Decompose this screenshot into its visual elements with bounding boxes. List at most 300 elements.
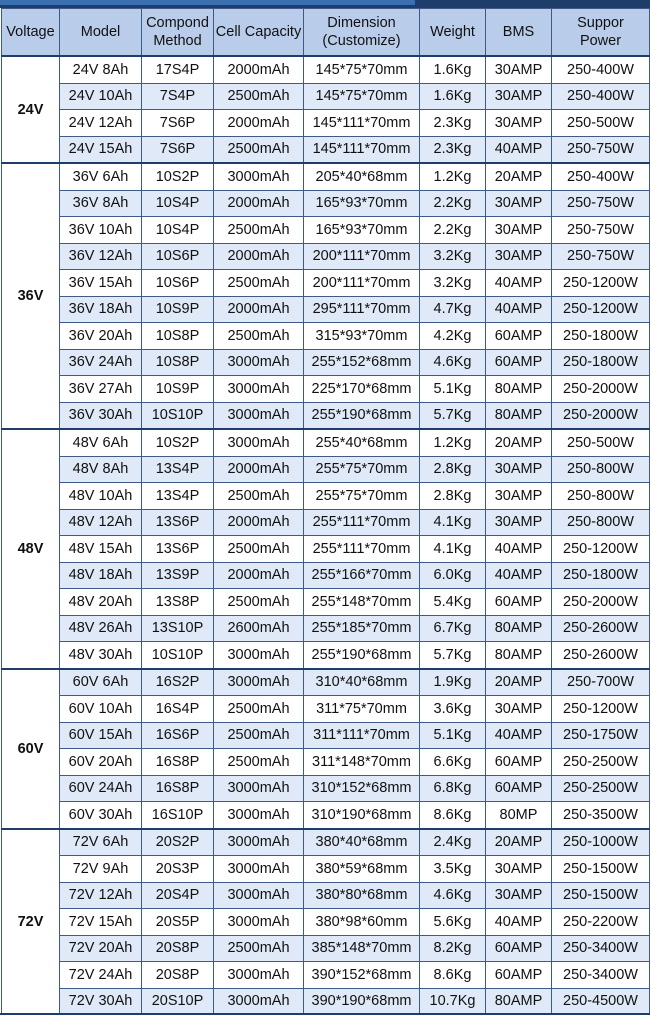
dimension-cell: 380*98*60mm <box>304 909 420 936</box>
dimension-cell: 380*80*68mm <box>304 882 420 909</box>
bms-cell: 80AMP <box>486 615 552 642</box>
model-cell: 60V 15Ah <box>60 722 142 749</box>
compound-method-cell: 16S8P <box>142 749 214 776</box>
top-banner-tab <box>0 0 415 5</box>
table-row <box>2 270 650 297</box>
support-power-cell: 250-4500W <box>552 988 650 1015</box>
cell-capacity-cell: 2000mAh <box>214 110 304 137</box>
dimension-cell: 295*111*70mm <box>304 296 420 323</box>
dimension-cell: 380*59*68mm <box>304 856 420 883</box>
bms-cell: 20AMP <box>486 429 552 456</box>
dimension-cell: 310*190*68mm <box>304 802 420 829</box>
dimension-cell: 145*111*70mm <box>304 136 420 163</box>
compound-method-cell: 7S6P <box>142 110 214 137</box>
table-row <box>2 909 650 936</box>
compound-method-cell: 20S10P <box>142 988 214 1015</box>
cell-capacity-cell: 2000mAh <box>214 243 304 270</box>
dimension-cell: 255*190*68mm <box>304 642 420 669</box>
cell-capacity-cell: 3000mAh <box>214 909 304 936</box>
cell-capacity-cell: 2500mAh <box>214 749 304 776</box>
bms-cell: 30AMP <box>486 243 552 270</box>
compound-method-cell: 20S4P <box>142 882 214 909</box>
weight-cell: 3.2Kg <box>420 270 486 297</box>
compound-method-cell: 20S5P <box>142 909 214 936</box>
model-cell: 60V 30Ah <box>60 802 142 829</box>
bms-cell: 60AMP <box>486 323 552 350</box>
header-weight: Weight <box>420 9 486 57</box>
model-cell: 72V 9Ah <box>60 856 142 883</box>
compound-method-cell: 13S4P <box>142 483 214 510</box>
model-cell: 36V 12Ah <box>60 243 142 270</box>
dimension-cell: 255*75*70mm <box>304 483 420 510</box>
model-cell: 24V 12Ah <box>60 110 142 137</box>
weight-cell: 6.6Kg <box>420 749 486 776</box>
cell-capacity-cell: 2000mAh <box>214 456 304 483</box>
dimension-cell: 255*148*70mm <box>304 589 420 616</box>
cell-capacity-cell: 3000mAh <box>214 349 304 376</box>
support-power-cell: 250-1500W <box>552 856 650 883</box>
support-power-cell: 250-1200W <box>552 536 650 563</box>
bms-cell: 30AMP <box>486 882 552 909</box>
model-cell: 72V 20Ah <box>60 935 142 962</box>
weight-cell: 4.1Kg <box>420 536 486 563</box>
dimension-cell: 380*40*68mm <box>304 829 420 856</box>
table-row <box>2 829 650 856</box>
model-cell: 36V 10Ah <box>60 217 142 244</box>
support-power-cell: 250-2600W <box>552 615 650 642</box>
weight-cell: 8.6Kg <box>420 802 486 829</box>
support-power-cell: 250-1200W <box>552 296 650 323</box>
compound-method-cell: 20S8P <box>142 962 214 989</box>
weight-cell: 2.8Kg <box>420 483 486 510</box>
compound-method-cell: 13S6P <box>142 536 214 563</box>
compound-method-cell: 10S8P <box>142 349 214 376</box>
weight-cell: 5.1Kg <box>420 722 486 749</box>
model-cell: 60V 6Ah <box>60 669 142 696</box>
table-row <box>2 856 650 883</box>
table-row <box>2 696 650 723</box>
cell-capacity-cell: 3000mAh <box>214 402 304 429</box>
compound-method-cell: 10S6P <box>142 243 214 270</box>
dimension-cell: 310*152*68mm <box>304 775 420 802</box>
support-power-cell: 250-3500W <box>552 802 650 829</box>
support-power-cell: 250-750W <box>552 136 650 163</box>
dimension-cell: 311*148*70mm <box>304 749 420 776</box>
cell-capacity-cell: 3000mAh <box>214 775 304 802</box>
table-row <box>2 562 650 589</box>
cell-capacity-cell: 3000mAh <box>214 642 304 669</box>
bms-cell: 60AMP <box>486 589 552 616</box>
dimension-cell: 200*111*70mm <box>304 270 420 297</box>
support-power-cell: 250-1800W <box>552 562 650 589</box>
weight-cell: 2.8Kg <box>420 456 486 483</box>
cell-capacity-cell: 3000mAh <box>214 988 304 1015</box>
cell-capacity-cell: 2000mAh <box>214 190 304 217</box>
table-row <box>2 163 650 190</box>
model-cell: 36V 30Ah <box>60 402 142 429</box>
cell-capacity-cell: 2500mAh <box>214 935 304 962</box>
header-model: Model <box>60 9 142 57</box>
cell-capacity-cell: 3000mAh <box>214 669 304 696</box>
support-power-cell: 250-400W <box>552 163 650 190</box>
compound-method-cell: 7S6P <box>142 136 214 163</box>
table-row <box>2 136 650 163</box>
table-row <box>2 642 650 669</box>
support-power-cell: 250-800W <box>552 483 650 510</box>
model-cell: 72V 24Ah <box>60 962 142 989</box>
weight-cell: 6.7Kg <box>420 615 486 642</box>
weight-cell: 2.4Kg <box>420 829 486 856</box>
bms-cell: 60AMP <box>486 749 552 776</box>
model-cell: 36V 18Ah <box>60 296 142 323</box>
voltage-group-label: 48V <box>2 429 60 669</box>
compound-method-cell: 10S8P <box>142 323 214 350</box>
table-row <box>2 483 650 510</box>
dimension-cell: 145*75*70mm <box>304 83 420 110</box>
bms-cell: 80AMP <box>486 642 552 669</box>
dimension-cell: 255*152*68mm <box>304 349 420 376</box>
cell-capacity-cell: 2500mAh <box>214 696 304 723</box>
dimension-cell: 255*185*70mm <box>304 615 420 642</box>
weight-cell: 4.6Kg <box>420 882 486 909</box>
header-dimension: Dimension (Customize) <box>304 9 420 57</box>
compound-method-cell: 20S2P <box>142 829 214 856</box>
weight-cell: 2.2Kg <box>420 190 486 217</box>
dimension-cell: 200*111*70mm <box>304 243 420 270</box>
weight-cell: 3.5Kg <box>420 856 486 883</box>
weight-cell: 1.2Kg <box>420 429 486 456</box>
dimension-cell: 385*148*70mm <box>304 935 420 962</box>
table-row <box>2 882 650 909</box>
cell-capacity-cell: 2500mAh <box>214 270 304 297</box>
bottom-rule <box>0 1013 650 1015</box>
bms-cell: 40AMP <box>486 562 552 589</box>
compound-method-cell: 13S8P <box>142 589 214 616</box>
compound-method-cell: 10S2P <box>142 163 214 190</box>
cell-capacity-cell: 2000mAh <box>214 509 304 536</box>
model-cell: 60V 24Ah <box>60 775 142 802</box>
table-row <box>2 615 650 642</box>
support-power-cell: 250-1500W <box>552 882 650 909</box>
weight-cell: 6.0Kg <box>420 562 486 589</box>
support-power-cell: 250-2500W <box>552 749 650 776</box>
model-cell: 36V 8Ah <box>60 190 142 217</box>
compound-method-cell: 16S10P <box>142 802 214 829</box>
model-cell: 48V 15Ah <box>60 536 142 563</box>
table-row <box>2 589 650 616</box>
cell-capacity-cell: 2000mAh <box>214 296 304 323</box>
support-power-cell: 250-2600W <box>552 642 650 669</box>
weight-cell: 2.3Kg <box>420 136 486 163</box>
table-row <box>2 802 650 829</box>
model-cell: 48V 30Ah <box>60 642 142 669</box>
bms-cell: 30AMP <box>486 456 552 483</box>
compound-method-cell: 10S2P <box>142 429 214 456</box>
support-power-cell: 250-750W <box>552 190 650 217</box>
bms-cell: 30AMP <box>486 696 552 723</box>
model-cell: 48V 20Ah <box>60 589 142 616</box>
bms-cell: 60AMP <box>486 935 552 962</box>
cell-capacity-cell: 2600mAh <box>214 615 304 642</box>
table-row <box>2 456 650 483</box>
support-power-cell: 250-1200W <box>552 696 650 723</box>
cell-capacity-cell: 3000mAh <box>214 376 304 403</box>
dimension-cell: 165*93*70mm <box>304 217 420 244</box>
header-cell-capacity: Cell Capacity <box>214 9 304 57</box>
model-cell: 24V 15Ah <box>60 136 142 163</box>
bms-cell: 80AMP <box>486 402 552 429</box>
model-cell: 36V 24Ah <box>60 349 142 376</box>
support-power-cell: 250-1000W <box>552 829 650 856</box>
table-row <box>2 749 650 776</box>
table-row <box>2 296 650 323</box>
bms-cell: 80AMP <box>486 988 552 1015</box>
table-row <box>2 509 650 536</box>
compound-method-cell: 10S4P <box>142 190 214 217</box>
header-compound-method: Compond Method <box>142 9 214 57</box>
support-power-cell: 250-3400W <box>552 935 650 962</box>
support-power-cell: 250-2000W <box>552 402 650 429</box>
table-row <box>2 349 650 376</box>
model-cell: 36V 20Ah <box>60 323 142 350</box>
dimension-cell: 255*111*70mm <box>304 509 420 536</box>
weight-cell: 4.2Kg <box>420 323 486 350</box>
model-cell: 72V 6Ah <box>60 829 142 856</box>
cell-capacity-cell: 2500mAh <box>214 217 304 244</box>
bms-cell: 30AMP <box>486 56 552 83</box>
dimension-cell: 255*190*68mm <box>304 402 420 429</box>
dimension-cell: 310*40*68mm <box>304 669 420 696</box>
dimension-cell: 255*111*70mm <box>304 536 420 563</box>
weight-cell: 6.8Kg <box>420 775 486 802</box>
support-power-cell: 250-400W <box>552 83 650 110</box>
compound-method-cell: 10S6P <box>142 270 214 297</box>
top-banner-strip <box>0 0 650 8</box>
dimension-cell: 145*111*70mm <box>304 110 420 137</box>
bms-cell: 20AMP <box>486 669 552 696</box>
weight-cell: 1.6Kg <box>420 56 486 83</box>
compound-method-cell: 10S9P <box>142 296 214 323</box>
cell-capacity-cell: 3000mAh <box>214 882 304 909</box>
compound-method-cell: 10S10P <box>142 402 214 429</box>
table-row <box>2 83 650 110</box>
weight-cell: 1.6Kg <box>420 83 486 110</box>
battery-spec-table <box>1 8 650 1015</box>
compound-method-cell: 20S8P <box>142 935 214 962</box>
table-row <box>2 110 650 137</box>
bms-cell: 40AMP <box>486 270 552 297</box>
cell-capacity-cell: 2500mAh <box>214 136 304 163</box>
cell-capacity-cell: 2500mAh <box>214 483 304 510</box>
cell-capacity-cell: 2500mAh <box>214 722 304 749</box>
weight-cell: 5.7Kg <box>420 642 486 669</box>
model-cell: 60V 10Ah <box>60 696 142 723</box>
bms-cell: 40AMP <box>486 909 552 936</box>
weight-cell: 5.6Kg <box>420 909 486 936</box>
model-cell: 36V 15Ah <box>60 270 142 297</box>
support-power-cell: 250-800W <box>552 456 650 483</box>
table-row <box>2 56 650 83</box>
cell-capacity-cell: 3000mAh <box>214 829 304 856</box>
table-row <box>2 217 650 244</box>
model-cell: 24V 10Ah <box>60 83 142 110</box>
model-cell: 48V 12Ah <box>60 509 142 536</box>
bms-cell: 30AMP <box>486 509 552 536</box>
cell-capacity-cell: 2500mAh <box>214 323 304 350</box>
bms-cell: 20AMP <box>486 829 552 856</box>
dimension-cell: 225*170*68mm <box>304 376 420 403</box>
cell-capacity-cell: 2500mAh <box>214 536 304 563</box>
model-cell: 24V 8Ah <box>60 56 142 83</box>
bms-cell: 30AMP <box>486 83 552 110</box>
cell-capacity-cell: 3000mAh <box>214 802 304 829</box>
bms-cell: 30AMP <box>486 190 552 217</box>
model-cell: 48V 10Ah <box>60 483 142 510</box>
compound-method-cell: 13S4P <box>142 456 214 483</box>
support-power-cell: 250-750W <box>552 217 650 244</box>
compound-method-cell: 17S4P <box>142 56 214 83</box>
bms-cell: 30AMP <box>486 856 552 883</box>
model-cell: 36V 27Ah <box>60 376 142 403</box>
table-row <box>2 962 650 989</box>
table-row <box>2 722 650 749</box>
weight-cell: 1.9Kg <box>420 669 486 696</box>
support-power-cell: 250-500W <box>552 110 650 137</box>
compound-method-cell: 16S6P <box>142 722 214 749</box>
model-cell: 72V 15Ah <box>60 909 142 936</box>
weight-cell: 4.1Kg <box>420 509 486 536</box>
voltage-group-label: 24V <box>2 56 60 163</box>
dimension-cell: 255*40*68mm <box>304 429 420 456</box>
table-row <box>2 536 650 563</box>
cell-capacity-cell: 3000mAh <box>214 429 304 456</box>
weight-cell: 10.7Kg <box>420 988 486 1015</box>
weight-cell: 2.3Kg <box>420 110 486 137</box>
model-cell: 36V 6Ah <box>60 163 142 190</box>
dimension-cell: 255*75*70mm <box>304 456 420 483</box>
model-cell: 48V 26Ah <box>60 615 142 642</box>
table-row <box>2 190 650 217</box>
voltage-group-label: 72V <box>2 829 60 1015</box>
dimension-cell: 311*75*70mm <box>304 696 420 723</box>
cell-capacity-cell: 3000mAh <box>214 856 304 883</box>
bms-cell: 40AMP <box>486 136 552 163</box>
table-row <box>2 323 650 350</box>
support-power-cell: 250-2000W <box>552 589 650 616</box>
bms-cell: 40AMP <box>486 296 552 323</box>
bms-cell: 20AMP <box>486 163 552 190</box>
compound-method-cell: 16S4P <box>142 696 214 723</box>
header-support-power: Suppor Power <box>552 9 650 57</box>
support-power-cell: 250-2000W <box>552 376 650 403</box>
support-power-cell: 250-2200W <box>552 909 650 936</box>
bms-cell: 80MP <box>486 802 552 829</box>
support-power-cell: 250-1200W <box>552 270 650 297</box>
model-cell: 60V 20Ah <box>60 749 142 776</box>
dimension-cell: 165*93*70mm <box>304 190 420 217</box>
voltage-group-label: 36V <box>2 163 60 429</box>
cell-capacity-cell: 2500mAh <box>214 589 304 616</box>
compound-method-cell: 13S6P <box>142 509 214 536</box>
table-row <box>2 376 650 403</box>
weight-cell: 5.4Kg <box>420 589 486 616</box>
compound-method-cell: 10S10P <box>142 642 214 669</box>
dimension-cell: 315*93*70mm <box>304 323 420 350</box>
table-row <box>2 935 650 962</box>
weight-cell: 4.6Kg <box>420 349 486 376</box>
cell-capacity-cell: 3000mAh <box>214 962 304 989</box>
support-power-cell: 250-2500W <box>552 775 650 802</box>
compound-method-cell: 16S2P <box>142 669 214 696</box>
table-row <box>2 669 650 696</box>
header-voltage: Voltage <box>2 9 60 57</box>
cell-capacity-cell: 2000mAh <box>214 56 304 83</box>
compound-method-cell: 20S3P <box>142 856 214 883</box>
cell-capacity-cell: 2000mAh <box>214 562 304 589</box>
dimension-cell: 390*190*68mm <box>304 988 420 1015</box>
compound-method-cell: 16S8P <box>142 775 214 802</box>
support-power-cell: 250-800W <box>552 509 650 536</box>
weight-cell: 3.2Kg <box>420 243 486 270</box>
model-cell: 72V 12Ah <box>60 882 142 909</box>
weight-cell: 5.7Kg <box>420 402 486 429</box>
table-row <box>2 429 650 456</box>
dimension-cell: 390*152*68mm <box>304 962 420 989</box>
model-cell: 72V 30Ah <box>60 988 142 1015</box>
weight-cell: 2.2Kg <box>420 217 486 244</box>
compound-method-cell: 13S9P <box>142 562 214 589</box>
weight-cell: 8.6Kg <box>420 962 486 989</box>
support-power-cell: 250-400W <box>552 56 650 83</box>
weight-cell: 4.7Kg <box>420 296 486 323</box>
compound-method-cell: 10S9P <box>142 376 214 403</box>
header-bms: BMS <box>486 9 552 57</box>
dimension-cell: 311*111*70mm <box>304 722 420 749</box>
cell-capacity-cell: 3000mAh <box>214 163 304 190</box>
dimension-cell: 145*75*70mm <box>304 56 420 83</box>
bms-cell: 40AMP <box>486 536 552 563</box>
compound-method-cell: 13S10P <box>142 615 214 642</box>
bms-cell: 80AMP <box>486 376 552 403</box>
compound-method-cell: 10S4P <box>142 217 214 244</box>
model-cell: 48V 18Ah <box>60 562 142 589</box>
cell-capacity-cell: 2500mAh <box>214 83 304 110</box>
support-power-cell: 250-1800W <box>552 349 650 376</box>
table-row <box>2 402 650 429</box>
bms-cell: 60AMP <box>486 775 552 802</box>
bms-cell: 30AMP <box>486 110 552 137</box>
support-power-cell: 250-500W <box>552 429 650 456</box>
model-cell: 48V 6Ah <box>60 429 142 456</box>
dimension-cell: 205*40*68mm <box>304 163 420 190</box>
table-row <box>2 243 650 270</box>
support-power-cell: 250-3400W <box>552 962 650 989</box>
bms-cell: 60AMP <box>486 962 552 989</box>
compound-method-cell: 7S4P <box>142 83 214 110</box>
model-cell: 48V 8Ah <box>60 456 142 483</box>
table-row <box>2 775 650 802</box>
table-row <box>2 988 650 1015</box>
weight-cell: 8.2Kg <box>420 935 486 962</box>
weight-cell: 3.6Kg <box>420 696 486 723</box>
header-row <box>2 9 650 57</box>
weight-cell: 5.1Kg <box>420 376 486 403</box>
voltage-group-label: 60V <box>2 669 60 829</box>
bms-cell: 40AMP <box>486 722 552 749</box>
bms-cell: 30AMP <box>486 483 552 510</box>
bms-cell: 30AMP <box>486 217 552 244</box>
support-power-cell: 250-1750W <box>552 722 650 749</box>
